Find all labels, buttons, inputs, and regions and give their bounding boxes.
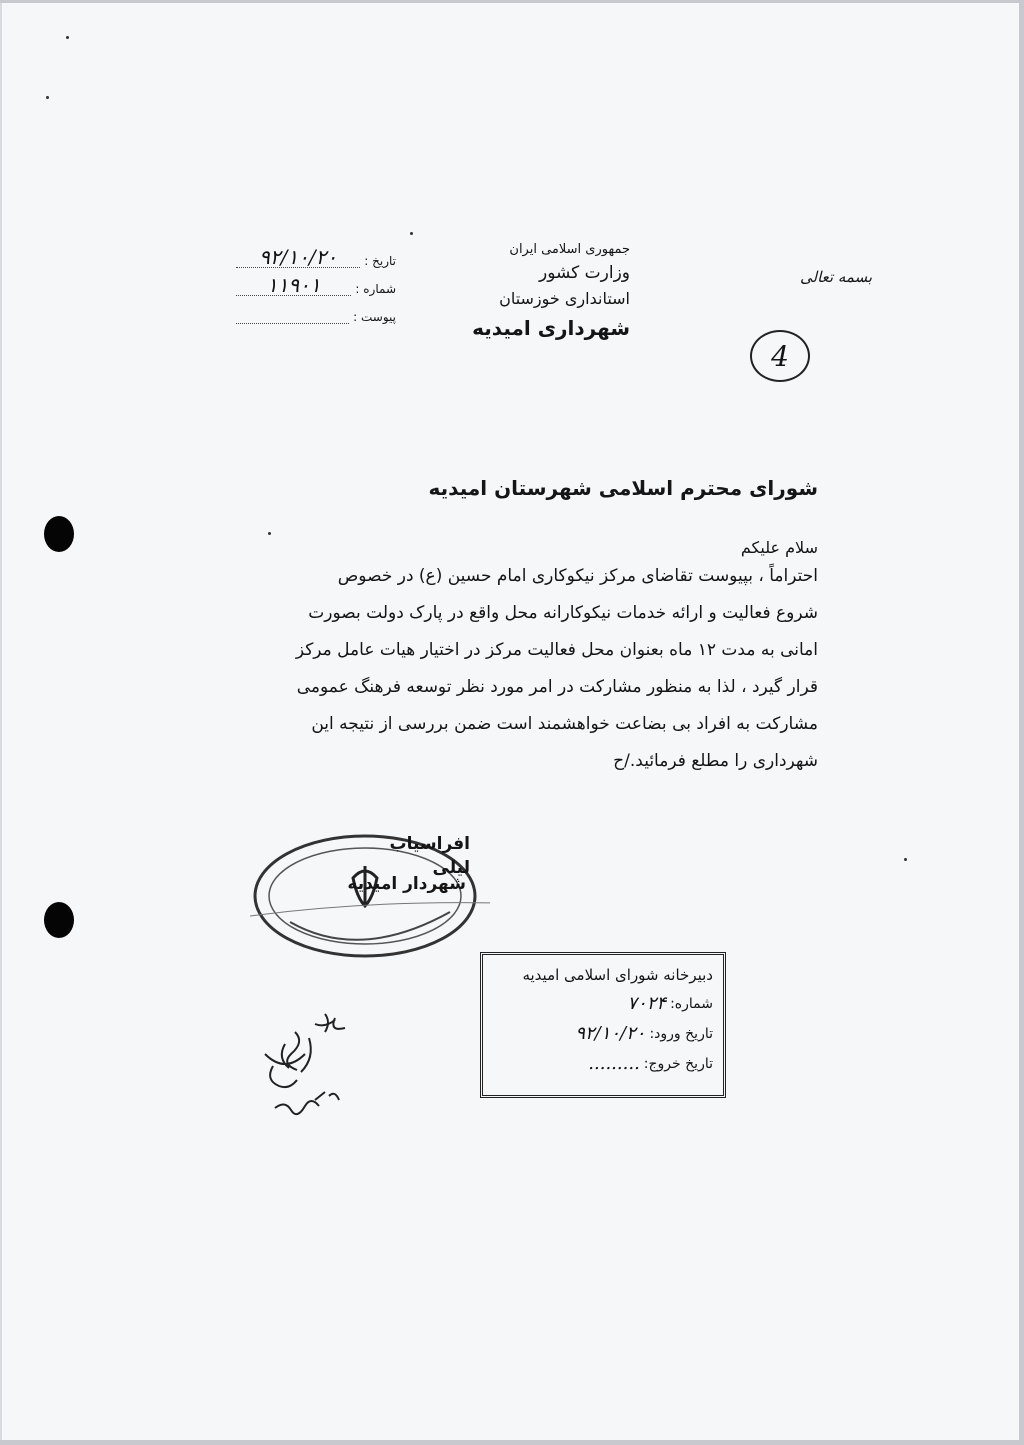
scan-edge-right — [1019, 0, 1024, 1445]
registry-stamp — [480, 952, 726, 1098]
registry-number-label: شماره: — [670, 996, 713, 1012]
scan-speck — [268, 532, 271, 535]
body-line: شروع فعالیت و ارائه خدمات نیکوکارانه محل واقع در پارک دولت بصورت — [308, 603, 818, 623]
body-line: قرار گیرد ، لذا به منظور مشارکت در امر مورد نظر توسعه فرهنگ عمومی — [296, 677, 818, 697]
scan-speck — [410, 232, 413, 235]
registry-title: دبیرخانه شورای اسلامی امیدیه — [522, 966, 713, 984]
punch-hole-top — [44, 516, 74, 552]
registry-number-value: ۷۰۲۴ — [627, 993, 667, 1014]
handwritten-referral-note — [255, 1004, 355, 1134]
scan-edge-bottom — [0, 1440, 1024, 1445]
date-label: تاریخ : — [364, 254, 396, 268]
scan-speck — [46, 96, 49, 99]
attachment-label: پیوست : — [353, 310, 396, 324]
body-line: مشارکت به افراد بی بضاعت خواهشمند است ضمن بررسی از نتیجه این — [311, 714, 818, 734]
registry-entry-row — [493, 1019, 713, 1049]
letter-body — [240, 558, 818, 780]
greeting: سلام علیکم — [740, 538, 818, 557]
registry-exit-value: ......... — [588, 1053, 640, 1074]
basmala: بسمه تعالی — [800, 268, 873, 286]
letter-meta — [236, 240, 396, 324]
body-line: شهرداری را مطلع فرمائید./ح — [613, 751, 818, 771]
body-line: امانی به مدت ۱۲ ماه بعنوان محل فعالیت مرکز در اختیار هیات عامل مرکز — [295, 640, 818, 660]
date-value: ۹۲/۱۰/۲۰ — [236, 247, 360, 268]
scan-speck — [66, 36, 69, 39]
attachment-row — [236, 296, 396, 324]
registry-entry-value: ۹۲/۱۰/۲۰ — [575, 1023, 646, 1044]
republic-line: جمهوری اسلامی ایران — [509, 242, 630, 257]
ministry-line: وزارت کشور — [538, 263, 630, 283]
letterhead — [470, 240, 630, 344]
registry-entry-label: تاریخ ورود: — [649, 1026, 713, 1042]
governorate-line: استانداری خوزستان — [499, 289, 630, 308]
signatory-name: افراسیاب لیلی — [389, 834, 470, 878]
registry-exit-label: تاریخ خروج: — [643, 1056, 713, 1072]
scan-edge-top — [0, 0, 1024, 3]
addressee-heading: شورای محترم اسلامی شهرستان امیدیه — [428, 476, 818, 500]
signatory-title: شهردار امیدیه — [347, 874, 466, 894]
municipality-line: شهرداری امیدیه — [472, 316, 630, 340]
date-row — [236, 240, 396, 268]
punch-hole-bottom — [44, 902, 74, 938]
attachment-value — [236, 323, 349, 324]
registry-number-row — [493, 989, 713, 1019]
number-label: شماره : — [355, 282, 396, 296]
body-line: احتراماً ، بپیوست تقاضای مرکز نیکوکاری امام حسین (ع) در خصوص — [337, 566, 818, 586]
number-value: ۱۱۹۰۱ — [236, 275, 351, 296]
scan-speck — [904, 858, 907, 861]
circled-page-number: 4 — [750, 330, 810, 382]
registry-exit-row — [493, 1049, 713, 1079]
number-row — [236, 268, 396, 296]
